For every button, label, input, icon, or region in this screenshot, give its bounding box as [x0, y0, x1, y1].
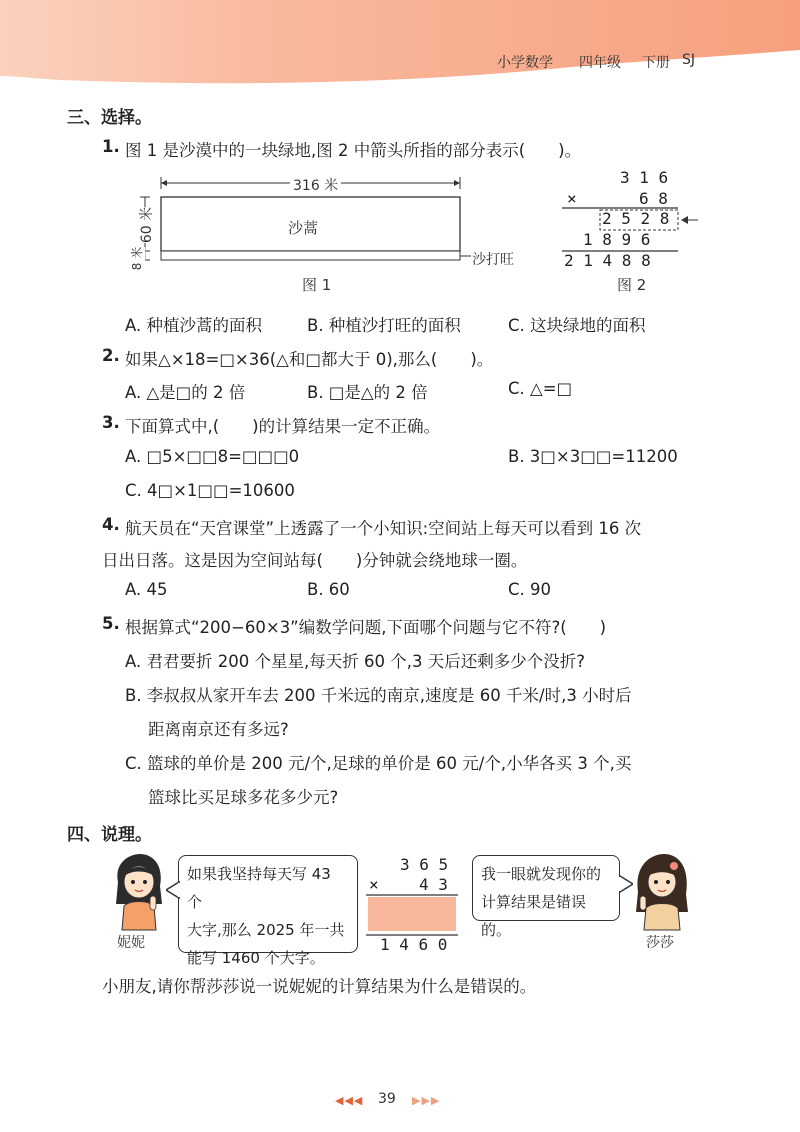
q3-num: 3. — [102, 413, 120, 432]
header-subject: 小学数学 — [497, 55, 553, 71]
header-band — [0, 0, 800, 90]
fig1-width-label: 316 米 — [290, 175, 341, 195]
fig2-row3: 2 5 2 8 — [602, 209, 670, 228]
q2-option-b[interactable]: B. □是△的 2 倍 — [307, 383, 428, 402]
q2-num: 2. — [102, 346, 120, 365]
q5-option-c-line1[interactable]: C. 篮球的单价是 200 元/个,足球的单价是 60 元/个,小华各买 3 个,买 — [125, 754, 632, 773]
q3-text: 下面算式中,( )的计算结果一定不正确。 — [125, 417, 441, 436]
q2-option-c[interactable]: C. △=□ — [508, 379, 573, 398]
footer-left-arrows[interactable]: ◀◀◀ — [335, 1094, 364, 1107]
header-volume: 下册 — [642, 55, 670, 71]
fig1-strip-label: 8 米 — [130, 246, 145, 271]
shasha-avatar — [632, 852, 692, 932]
shasha-speech-bubble — [472, 855, 620, 939]
q2-text: 如果△×18=□×36(△和□都大于 0),那么( )。 — [125, 350, 494, 369]
q2-option-a[interactable]: A. △是□的 2 倍 — [125, 383, 246, 402]
q1-option-b[interactable]: B. 种植沙打旺的面积 — [307, 316, 461, 335]
section4-prompt: 小朋友,请你帮莎莎说一说妮妮的计算结果为什么是错误的。 — [102, 977, 537, 996]
q4-num: 4. — [102, 515, 120, 534]
calc-row2: 4 3 — [419, 875, 448, 894]
q4-line2: 日出日落。这是因为空间站每( )分钟就会绕地球一圈。 — [102, 551, 528, 570]
q4-option-b[interactable]: B. 60 — [307, 580, 350, 599]
calc-result: 1 4 6 0 — [380, 935, 448, 954]
shasha-name: 莎莎 — [646, 935, 674, 951]
q1-text: 图 1 是沙漠中的一块绿地,图 2 中箭头所指的部分表示( )。 — [125, 141, 582, 160]
q5-option-b-line2[interactable]: 距离南京还有多远? — [148, 720, 289, 739]
q1-num: 1. — [102, 137, 120, 156]
fig1-area-label: 沙蒿 — [288, 219, 319, 237]
q4-number — [102, 515, 120, 534]
footer-right-arrows[interactable]: ▶▶▶ — [412, 1094, 441, 1107]
q5-option-b-line1[interactable]: B. 李叔叔从家开车去 200 千米远的南京,速度是 60 千米/时,3 小时后 — [125, 686, 632, 705]
fig1-height-label: 60 米 — [136, 207, 156, 243]
shasha-bubble-tail — [619, 874, 633, 894]
section3-title: 三、选择。 — [67, 108, 152, 128]
nini-line2: 大字,那么 2025 年一共 — [187, 921, 345, 939]
q4-option-a[interactable]: A. 45 — [125, 580, 168, 599]
nini-speech-bubble — [178, 855, 358, 967]
calc-lines — [364, 893, 464, 939]
q1-number — [102, 137, 120, 156]
q5-text: 根据算式“200−60×3”编数学问题,下面哪个问题与它不符?( ) — [125, 618, 607, 637]
shasha-line1: 我一眼就发现你的 — [481, 865, 602, 883]
q4-option-c[interactable]: C. 90 — [508, 580, 552, 599]
fig2-row2: 6 8 — [639, 189, 668, 208]
q1-option-a[interactable]: A. 种植沙蒿的面积 — [125, 316, 262, 335]
shasha-line2: 计算结果是错误的。 — [481, 893, 587, 939]
q2-number — [102, 346, 120, 365]
nini-line1: 如果我坚持每天写 43 个 — [187, 865, 331, 911]
fig1-caption: 图 1 — [302, 276, 332, 294]
nini-bubble-tail — [166, 880, 180, 900]
calc-row1: 3 6 5 — [400, 855, 449, 874]
q1-option-c[interactable]: C. 这块绿地的面积 — [508, 316, 646, 335]
page-number: 39 — [378, 1091, 396, 1107]
fig2-times: × — [567, 189, 577, 208]
q4-line1: 航天员在“天宫课堂”上透露了一个小知识:空间站上每天可以看到 16 次 — [125, 519, 642, 538]
fig2-row4: 1 8 9 6 — [583, 230, 651, 249]
q5-option-c-line2[interactable]: 篮球比买足球多花多少元? — [148, 788, 339, 807]
nini-line3: 能写 1460 个大字。 — [187, 949, 325, 967]
fig2-caption: 图 2 — [617, 276, 647, 294]
fig2-row1: 3 1 6 — [620, 168, 669, 187]
q3-option-b[interactable]: B. 3□×3□□=11200 — [508, 447, 678, 466]
q3-option-a[interactable]: A. □5×□□8=□□□0 — [125, 447, 300, 466]
q5-number — [102, 614, 120, 633]
calc-times: × — [369, 875, 379, 894]
nini-name: 妮妮 — [117, 935, 145, 951]
fig1-strip-name: 沙打旺 — [472, 252, 514, 268]
header-grade: 四年级 — [579, 55, 621, 71]
q5-option-a[interactable]: A. 君君要折 200 个星星,每天折 60 个,3 天后还剩多少个没折? — [125, 652, 585, 671]
fig2-row5: 2 1 4 8 8 — [564, 251, 651, 270]
header-edition: SJ — [682, 52, 696, 68]
q3-option-c[interactable]: C. 4□×1□□=10600 — [125, 481, 295, 500]
section4-title: 四、说理。 — [67, 825, 152, 845]
q3-number — [102, 413, 120, 432]
nini-avatar — [110, 852, 168, 932]
q5-num: 5. — [102, 614, 120, 633]
